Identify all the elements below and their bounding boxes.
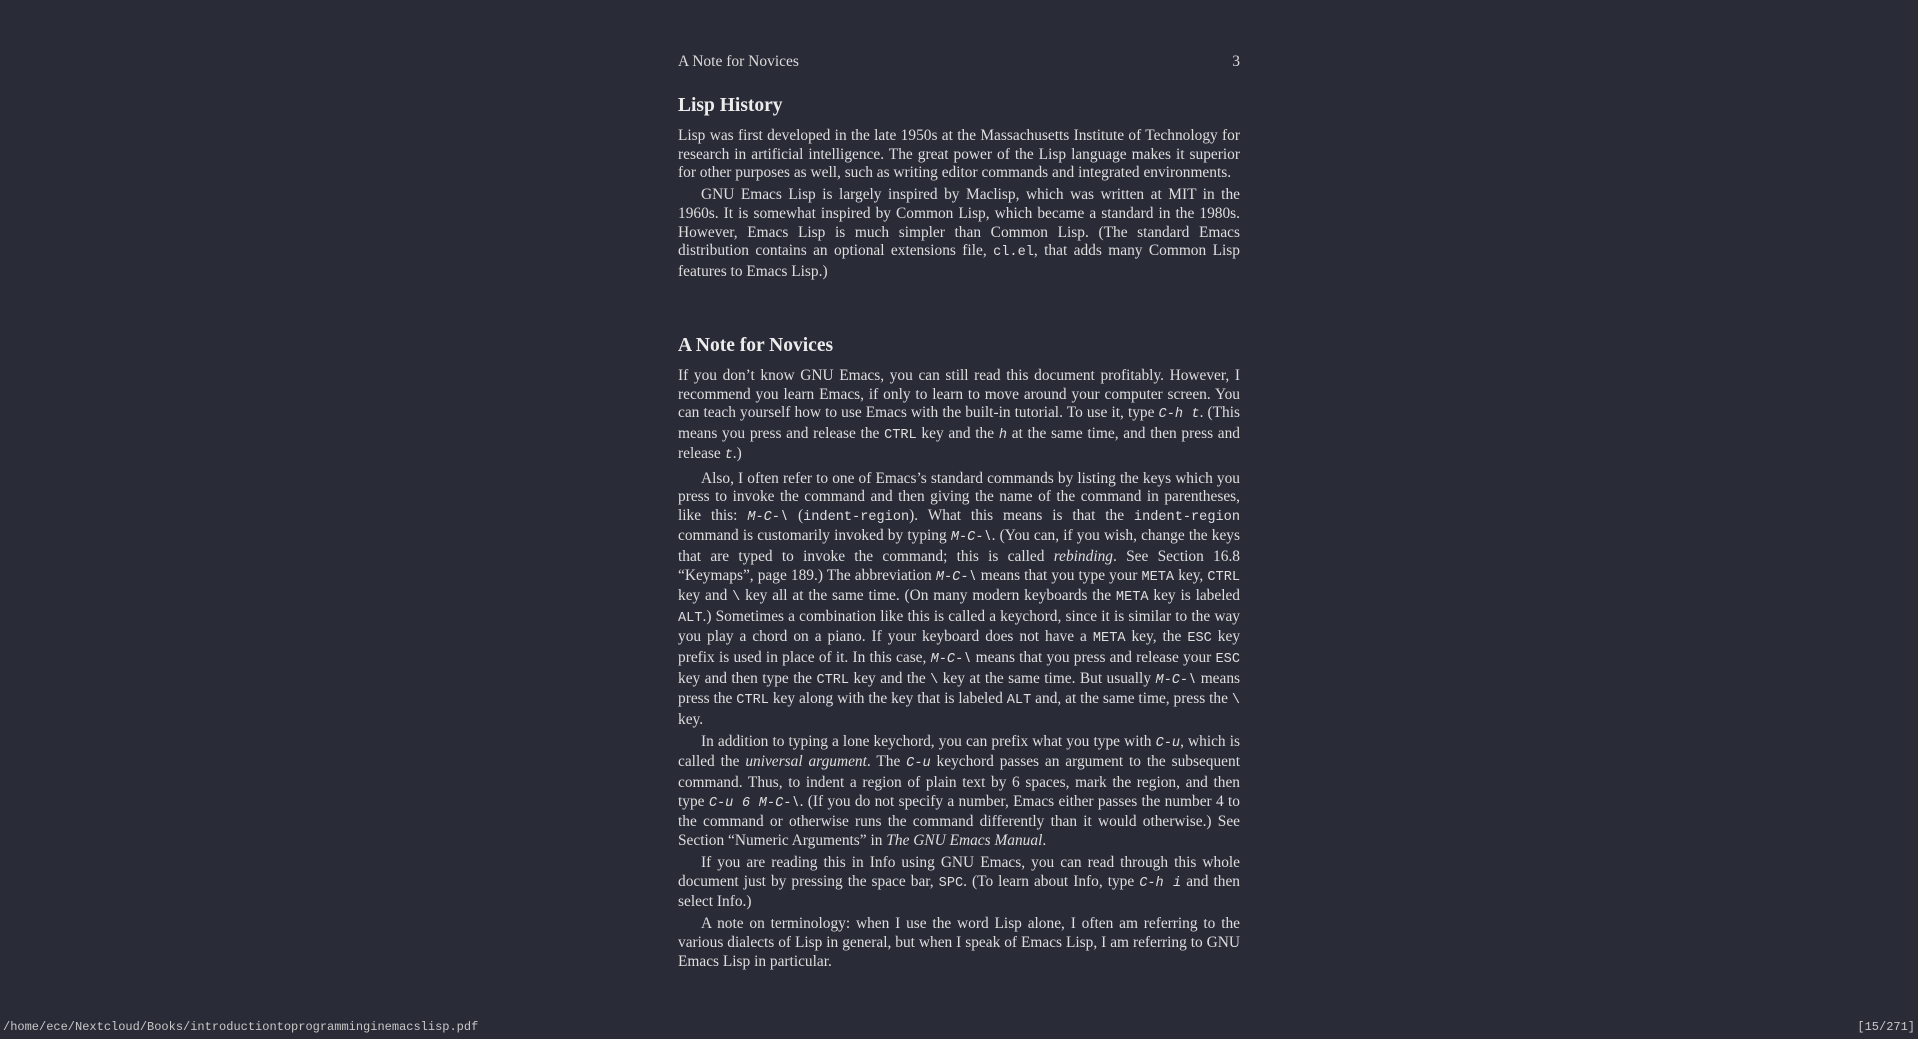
file-path: /home/ece/Nextcloud/Books/introductiontoprogramminginemacslisp.pdf (3, 1020, 479, 1034)
text: key is labeled (1148, 587, 1241, 605)
text: key and then type the (678, 669, 817, 687)
key-name: \ (930, 672, 939, 688)
text: key prefix is used in place of it. In this case, (678, 628, 1241, 666)
keychord: M-C-\ (747, 509, 789, 525)
key-name: CTRL (816, 672, 850, 688)
text: Also, I often refer to one of Emacs’s standard commands by listing the keys which you press to invoke the command and then giving the name of the command in parentheses, like this: (678, 469, 1240, 524)
section-title-note-for-novices: A Note for Novices (678, 335, 834, 356)
running-head-title: A Note for Novices (678, 53, 799, 70)
text: and then select Info.) (678, 872, 1240, 911)
text: means that you type your (976, 566, 1142, 584)
text: means that you press and release your (971, 648, 1216, 666)
statusbar (0, 1017, 1918, 1039)
paragraph (678, 915, 1240, 971)
paragraph (678, 127, 1240, 183)
keychord: C-u (906, 756, 931, 772)
text: key, (1174, 566, 1208, 584)
key-name: \ (732, 590, 741, 606)
text: key. (678, 710, 704, 728)
text: key, the (1125, 628, 1188, 646)
key-name: ESC (1215, 651, 1240, 667)
text: key all at the same time. (On many modern keyboards the (740, 587, 1116, 605)
text: Lisp was first developed in the late 1950s at the Massachusetts Institute of Technology for research in artificial intelligence. The great power of the Lisp language makes it superior for other purposes as well, such as writing editor commands and integrated environments. (678, 127, 1240, 182)
emphasis: universal argument (745, 753, 867, 771)
text: . The (866, 753, 907, 771)
key-name: META (1092, 631, 1126, 647)
code-filename: cl.el (993, 245, 1034, 261)
text: means press the (678, 669, 1241, 708)
key-name: \ (1231, 693, 1240, 709)
key-name: ESC (1187, 631, 1212, 647)
keychord: C-h i (1139, 875, 1182, 891)
key-name: SPC (938, 875, 964, 891)
keychord: C-u (1155, 735, 1181, 751)
text: . (If you do not specify a number, Emacs either passes the number 4 to the command or otherwise runs the command differently than it would otherwise.) See Section “Numeric Arguments” in (678, 792, 1241, 849)
book-title: The GNU Emacs Manual (886, 831, 1043, 849)
text: . See Section 16.8 “Keymaps”, page 189.) The abbreviation (678, 547, 1240, 584)
text: and, at the same time, press the (1031, 690, 1232, 708)
page-number: 3 (1232, 53, 1240, 70)
text: If you don’t know GNU Emacs, you can still read this document profitably. However, I recommend you learn Emacs, if only to learn to move around your computer screen. You can teach yourself how to use Emacs with the built-in tutorial. To use it, type (678, 367, 1240, 422)
text: ( (788, 506, 804, 524)
text: . (You can, if you wish, change the keys that are typed to invoke the command; this is called (678, 527, 1240, 565)
section-body-lisp-history (678, 127, 1240, 285)
text: key along with the key that is labeled (768, 690, 1007, 708)
keychord: C-u 6 M-C-\ (708, 795, 800, 811)
text: at the same time, and then press and release (678, 424, 1240, 463)
paragraph (678, 470, 1240, 730)
paragraph (678, 367, 1240, 466)
text: command is customarily invoked by typing (678, 527, 951, 545)
text: GNU Emacs Lisp is largely inspired by Maclisp, which was written at MIT in the 1960s. It is somewhat inspired by Common Lisp, which became a standard in the 1980s. However, Emacs Lisp is much simpler than Common Lisp. (The standard Emacs distribution contains an optional extensions file, (678, 186, 1240, 260)
keychord: C-h t (1158, 407, 1200, 423)
keychord: M-C-\ (935, 569, 977, 585)
text: .) (732, 445, 742, 463)
keychord: M-C-\ (930, 651, 972, 667)
text: . (To learn about Info, type (963, 872, 1140, 890)
text: key and the (916, 424, 999, 442)
key-name: META (1115, 590, 1149, 606)
keychord: h (998, 427, 1007, 443)
text: , that adds many Common Lisp features to Emacs Lisp.) (678, 242, 1240, 280)
text: key and the (849, 669, 931, 687)
text: ). What this means is that the (909, 506, 1134, 524)
command-name: indent-region (1133, 509, 1240, 525)
keychord: t (724, 448, 733, 464)
text: , which is called the (678, 732, 1241, 771)
text: key at the same time. But usually (938, 669, 1156, 687)
keychord: M-C-\ (950, 530, 992, 546)
key-name: ALT (678, 610, 703, 626)
text: . (1042, 831, 1047, 849)
key-name: CTRL (884, 427, 917, 443)
emphasis: rebinding (1053, 547, 1113, 565)
text: keychord passes an argument to the subsequent command. Thus, to indent a region of plain text by 6 spaces, mark the region, and then type (678, 753, 1240, 810)
text: A note on terminology: when I use the word Lisp alone, I often am referring to the various dialects of Lisp in general, but when I speak of Emacs Lisp, I am referring to GNU Emacs Lisp in particular. (678, 915, 1240, 970)
section-body-note-for-novices (678, 367, 1240, 975)
text: . (This means you press and release the (678, 404, 1241, 442)
key-name: CTRL (736, 693, 769, 709)
section-title-lisp-history: Lisp History (678, 95, 783, 116)
text: In addition to typing a lone keychord, you can prefix what you type with (701, 732, 1156, 750)
text: key and (678, 587, 733, 605)
running-head (678, 53, 1240, 71)
keychord: M-C-\ (1155, 672, 1197, 688)
pdf-page (678, 0, 1240, 1010)
paragraph (678, 186, 1240, 281)
paragraph (678, 733, 1240, 851)
key-name: ALT (1006, 693, 1032, 709)
command-name: indent-region (803, 509, 910, 525)
key-name: META (1141, 569, 1175, 585)
text: .) Sometimes a combination like this is called a keychord, since it is similar to the way you play a chord on a piano. If your keyboard does not have a (678, 607, 1240, 646)
paragraph (678, 854, 1240, 912)
key-name: CTRL (1207, 569, 1241, 585)
text: If you are reading this in Info using GNU Emacs, you can read through this whole document just by pressing the space bar, (678, 854, 1240, 890)
page-indicator: [15/271] (1857, 1020, 1915, 1034)
